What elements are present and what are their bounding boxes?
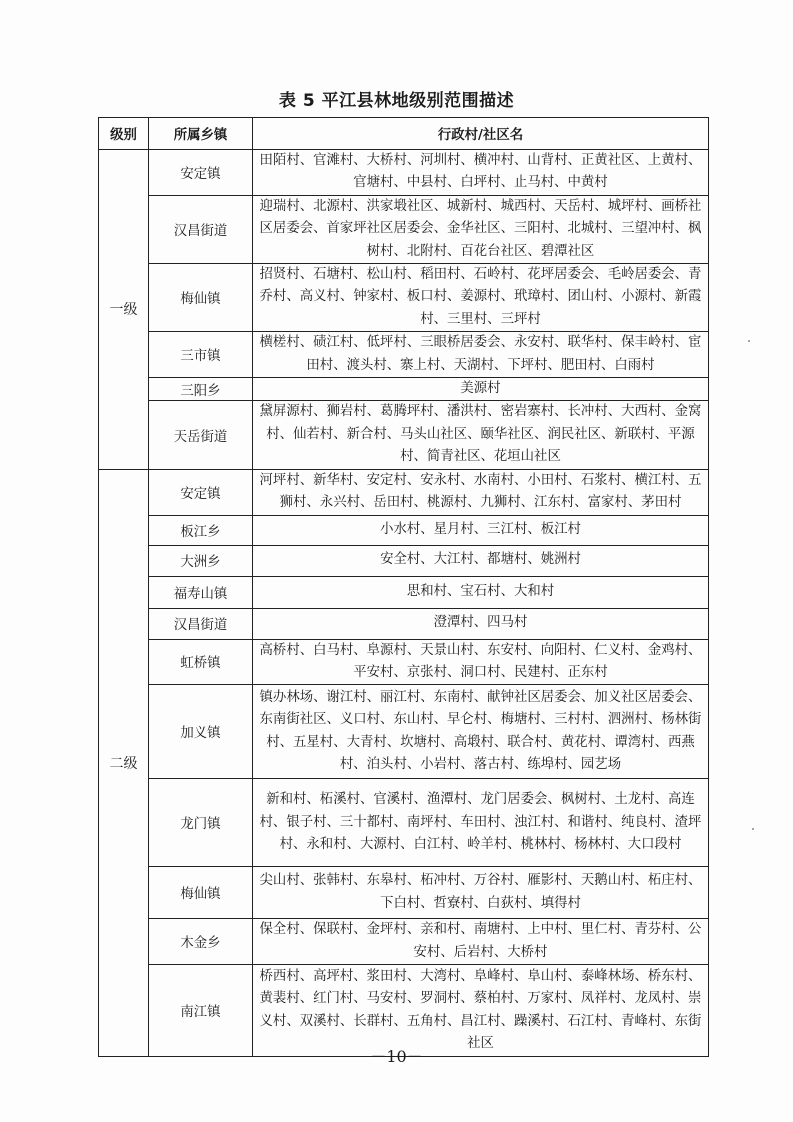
town-cell: 安定镇: [149, 150, 253, 196]
table-row: [99, 515, 709, 545]
town-cell: 龙门镇: [149, 779, 253, 867]
table-row: [99, 401, 709, 469]
header-villages: 行政村/社区名: [253, 118, 709, 150]
town-cell: 木金乡: [149, 919, 253, 965]
town-cell: 汉昌街道: [149, 608, 253, 639]
town-cell: 大洲乡: [149, 545, 253, 576]
table-title: 表 5 平江县林地级别范围描述: [278, 91, 515, 111]
table-body: [99, 150, 709, 1057]
town-cell: 梅仙镇: [149, 264, 253, 332]
table-row: [99, 195, 709, 263]
table-row: [99, 150, 709, 196]
table-row: [99, 576, 709, 608]
villages-cell: 思和村、宝石村、大和村: [253, 576, 709, 608]
villages-cell: 澄潭村、四马村: [253, 608, 709, 639]
table-header-row: [99, 118, 709, 150]
level-cell: 二级: [99, 469, 149, 1056]
town-cell: 梅仙镇: [149, 867, 253, 919]
town-cell: 天岳街道: [149, 401, 253, 469]
table-row: [99, 867, 709, 919]
town-cell: 虹桥镇: [149, 639, 253, 685]
town-cell: 南江镇: [149, 965, 253, 1057]
town-cell: 安定镇: [149, 469, 253, 515]
town-cell: 福寿山镇: [149, 576, 253, 608]
page-number: －10－: [370, 1047, 423, 1066]
table-row: [99, 545, 709, 576]
villages-cell: 安全村、大江村、都塘村、姚洲村: [253, 545, 709, 576]
villages-cell: 高桥村、白马村、阜源村、天景山村、东安村、向阳村、仁义村、金鸡村、平安村、京张村、洞口村、民建村、正东村: [253, 639, 709, 685]
town-cell: 板江乡: [149, 515, 253, 545]
table-row: [99, 639, 709, 685]
town-cell: 三阳乡: [149, 378, 253, 401]
villages-cell: 镇办林场、谢江村、丽江村、东南村、献钟社区居委会、加义社区居委会、东南街社区、义口村、东山村、早仑村、梅塘村、三村村、泗洲村、杨林街村、五星村、大青村、坎塘村、高塅村、联合村、黄花村、谭湾村、西燕村、泊头村、小岩村、落古村、练埠村、园艺场: [253, 685, 709, 779]
table-row: [99, 779, 709, 867]
town-cell: 汉昌街道: [149, 195, 253, 263]
table-row: [99, 685, 709, 779]
villages-cell: 迎瑞村、北源村、洪家塅社区、城新村、城西村、天岳村、城坪村、画桥社区居委会、首家坪社区居委会、金华社区、三阳村、北城村、三望冲村、枫树村、北附村、百花台社区、碧潭社区: [253, 195, 709, 263]
villages-cell: 桥西村、高坪村、浆田村、大湾村、阜峰村、阜山村、泰峰林场、桥东村、黄裴村、红门村、马安村、罗洞村、蔡柏村、万家村、凤祥村、龙凤村、崇义村、双溪村、长群村、五角村、昌江村、躁溪村、石江村、青峰村、东街社区: [253, 965, 709, 1057]
villages-cell: 尖山村、张韩村、东皋村、柘冲村、万谷村、雁影村、天鹅山村、柘庄村、下白村、哲寮村、白荻村、填得村: [253, 867, 709, 919]
header-level: 级别: [99, 118, 149, 150]
villages-cell: 招贤村、石塘村、松山村、稻田村、石岭村、花坪居委会、毛岭居委会、青乔村、高义村、钟家村、板口村、姜源村、玳璋村、团山村、小源村、新霞村、三里村、三坪村: [253, 264, 709, 332]
table-row: [99, 919, 709, 965]
villages-cell: 新和村、柘溪村、官溪村、渔潭村、龙门居委会、枫树村、土龙村、高连村、银子村、三十都村、南坪村、车田村、浊江村、和谐村、纯良村、渣坪村、永和村、大源村、白江村、岭羊村、桃林村、杨林村、大口段村: [253, 779, 709, 867]
table-row: [99, 264, 709, 332]
villages-cell: 黛屏源村、狮岩村、葛腾坪村、潘洪村、密岩寨村、长冲村、大西村、金窝村、仙若村、新合村、马头山社区、颐华社区、润民社区、新联村、平源村、简青社区、花垣山社区: [253, 401, 709, 469]
forest-level-table: [98, 117, 709, 1057]
scan-speck: [748, 340, 750, 342]
villages-cell: 保全村、保联村、金坪村、亲和村、南塘村、上中村、里仁村、青芬村、公安村、后岩村、大桥村: [253, 919, 709, 965]
header-town: 所属乡镇: [149, 118, 253, 150]
villages-cell: 河坪村、新华村、安定村、安永村、水南村、小田村、石浆村、横江村、五狮村、永兴村、岳田村、桃源村、九狮村、江东村、富家村、茅田村: [253, 469, 709, 515]
scan-speck: [752, 828, 754, 830]
town-cell: 加义镇: [149, 685, 253, 779]
table-row: [99, 469, 709, 515]
town-cell: 三市镇: [149, 332, 253, 378]
level-cell: 一级: [99, 150, 149, 470]
table-row: [99, 608, 709, 639]
table-row: [99, 965, 709, 1057]
table-row: [99, 378, 709, 401]
villages-cell: 小水村、星月村、三江村、板江村: [253, 515, 709, 545]
villages-cell: 横槎村、碛江村、低坪村、三眼桥居委会、永安村、联华村、保丰岭村、宦田村、渡头村、寨上村、天湖村、下坪村、肥田村、白雨村: [253, 332, 709, 378]
villages-cell: 田陌村、官滩村、大桥村、河圳村、横冲村、山背村、正黄社区、上黄村、官塘村、中县村、白坪村、止马村、中黄村: [253, 150, 709, 196]
table-row: [99, 332, 709, 378]
villages-cell: 美源村: [253, 378, 709, 401]
